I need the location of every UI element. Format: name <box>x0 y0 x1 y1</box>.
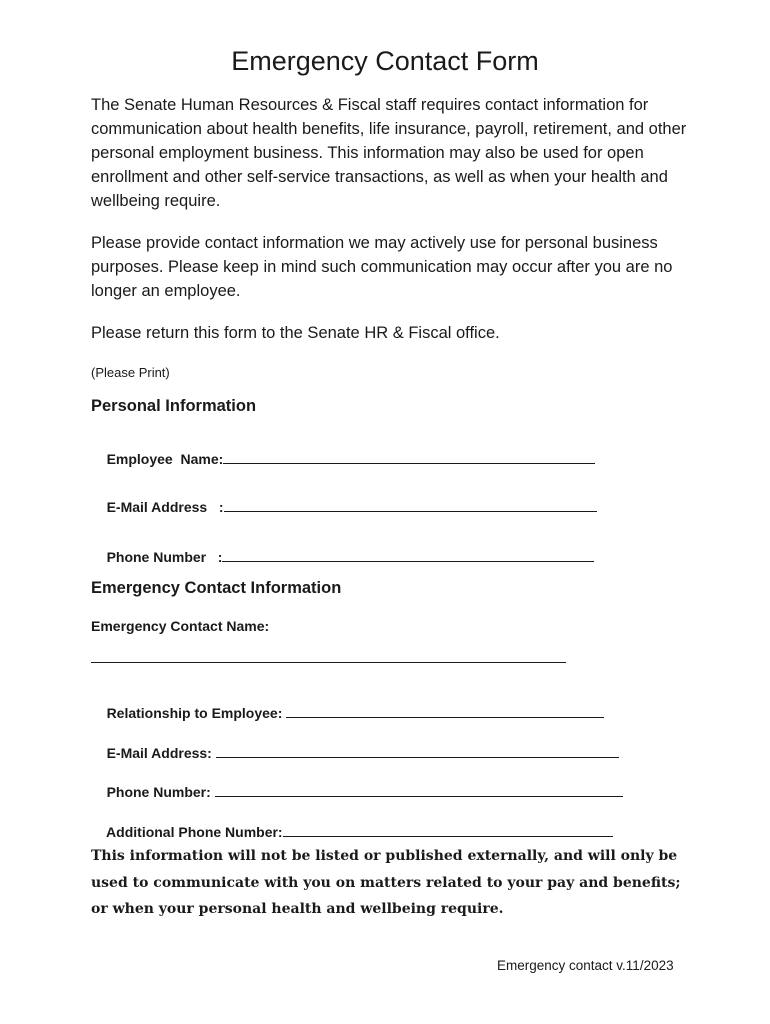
employee-name-label: Employee Name: <box>106 451 224 467</box>
employee-name-line[interactable] <box>223 450 595 464</box>
employee-email-field[interactable] <box>91 482 597 531</box>
emergency-name-line[interactable] <box>91 662 566 663</box>
privacy-disclaimer: This information will not be listed or published externally, and will only be used to communicate with you on matters related to your pay and benefits; or when your personal health and wellbeing require. <box>91 848 681 917</box>
employee-phone-label: Phone Number : <box>106 549 223 565</box>
emergency-phone-label: Phone Number: <box>106 784 215 800</box>
intro-paragraph: The Senate Human Resources & Fiscal staff requires contact information for communication about health benefits, life insurance, payroll, retirement, and other personal employment business. This information may also be used for open enrollment and other self-service transactions, as well as when your health and wellbeing require. <box>91 96 687 210</box>
form-title: Emergency Contact Form <box>231 46 539 76</box>
version-footer: Emergency contact v.11/2023 <box>497 958 674 973</box>
print-note: (Please Print) <box>91 365 170 380</box>
emergency-email-label: E-Mail Address: <box>106 745 216 761</box>
emergency-name-label: Emergency Contact Name: <box>91 618 270 634</box>
employee-phone-field[interactable] <box>91 532 594 581</box>
return-instructions: Please return this form to the Senate HR & Fiscal office. <box>91 324 500 342</box>
additional-phone-line[interactable] <box>283 823 613 837</box>
employee-name-field[interactable] <box>91 434 595 483</box>
emergency-phone-line[interactable] <box>215 783 623 797</box>
relationship-label: Relationship to Employee: <box>106 705 287 721</box>
additional-phone-label: Additional Phone Number: <box>106 824 283 840</box>
relationship-line[interactable] <box>286 704 604 718</box>
usage-paragraph: Please provide contact information we may actively use for personal business purposes. Please keep in mind such communication may occur after you are no longer an employee. <box>91 234 673 300</box>
employee-email-line[interactable] <box>224 498 597 512</box>
emergency-email-line[interactable] <box>216 744 619 758</box>
employee-phone-line[interactable] <box>222 548 594 562</box>
personal-info-heading: Personal Information <box>91 397 257 415</box>
emergency-info-heading: Emergency Contact Information <box>91 579 342 597</box>
employee-email-label: E-Mail Address : <box>106 499 224 515</box>
